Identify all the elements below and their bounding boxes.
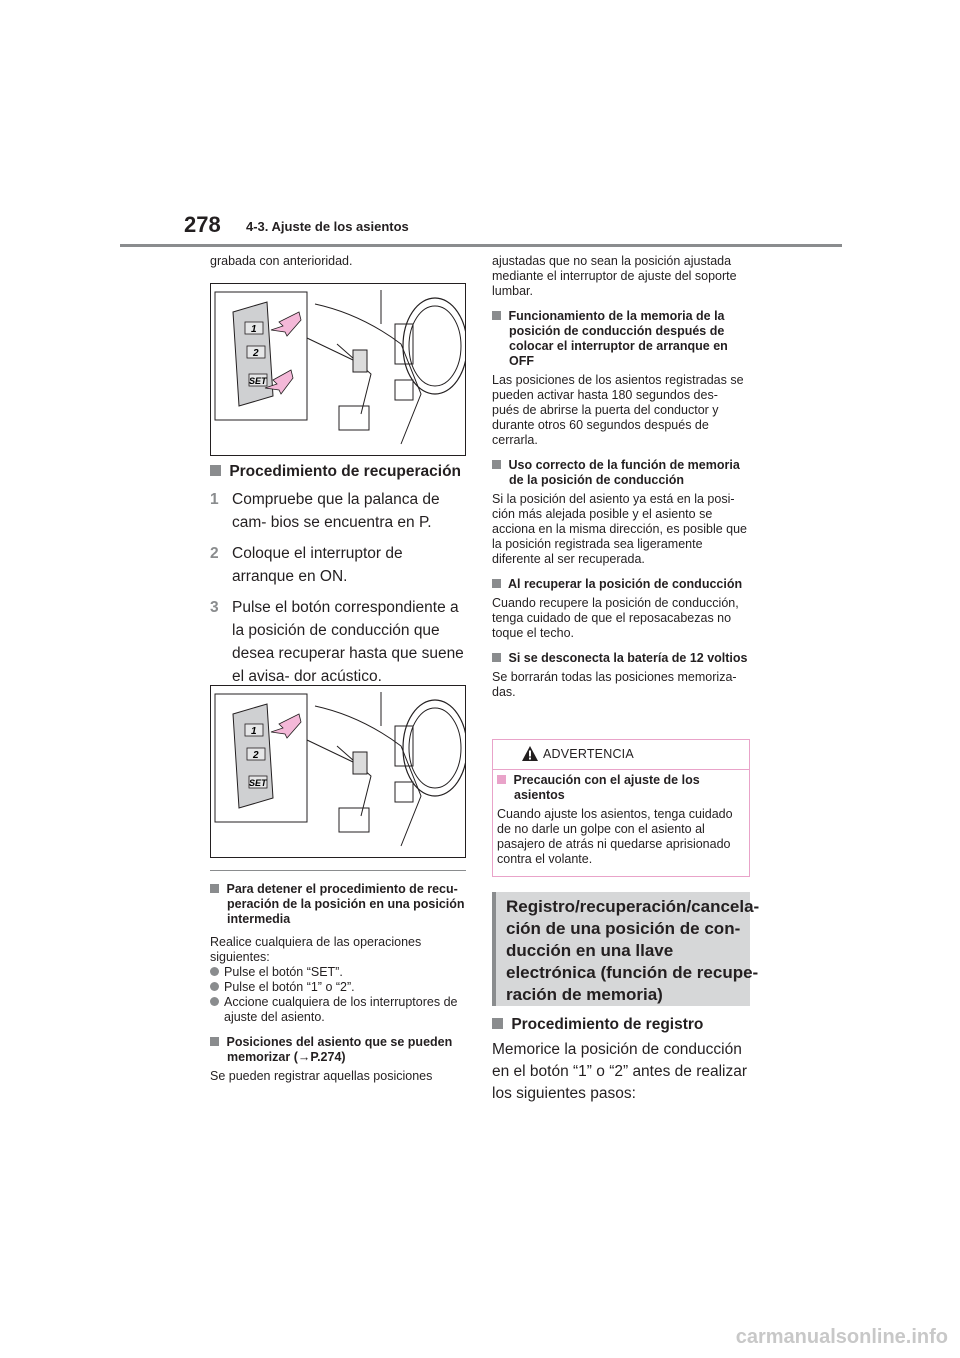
note-heading-1: Funcionamiento de la memoria de la posición de conducción después de colocar el interruptor de arranque en OFF: [492, 309, 748, 369]
note-heading-3: Al recuperar la posición de conducción: [492, 577, 748, 592]
page-number: 278: [184, 212, 221, 237]
note-heading-4: Si se desconecta la batería de 12 voltios: [492, 651, 748, 666]
stop-heading: Para detener el procedimiento de recu- peración de la posición en una posición intermedia: [210, 882, 466, 927]
warning-body: [497, 773, 745, 867]
memorize-body: Se pueden registrar aquellas posiciones: [210, 1069, 433, 1083]
left-column: [210, 254, 466, 269]
note-body-2: Si la posición del asiento ya está en la posi- ción más alejada posible y el asiento se acciona en la misma dirección, es posible que la posición registrada sea ligeramente diferente al ser recuperada.: [492, 492, 747, 566]
step-1: 1 Compruebe que la palanca de cam- bios se encuentra en P.: [210, 491, 440, 531]
figure-seat-memory-switches-1: [210, 283, 466, 456]
square-bullet-icon: [492, 1018, 503, 1029]
bullet-2: Pulse el botón “1” o “2”.: [210, 980, 466, 995]
figure-rule: [210, 870, 466, 871]
seat-memory-illustration-2: [211, 686, 465, 857]
note-body-1: Las posiciones de los asientos registradas se pueden activar hasta 180 segundos des- pués de abrirse la puerta del conductor y durante otros 60 segundos después de cerrarla.: [492, 373, 744, 447]
circle-bullet-icon: [210, 982, 219, 991]
warning-box: [492, 739, 750, 877]
circle-bullet-icon: [210, 997, 219, 1006]
square-bullet-icon: [492, 653, 501, 662]
square-bullet-icon: [492, 460, 501, 469]
bullet-1: Pulse el botón “SET”.: [210, 965, 466, 980]
note-body-4: Se borrarán todas las posiciones memoriza- das.: [492, 670, 737, 699]
recovery-section: [210, 462, 466, 688]
figure-seat-memory-switches-2: [210, 685, 466, 858]
bullet-3: Accione cualquiera de los interruptores de ajuste del asiento.: [210, 995, 466, 1025]
square-bullet-icon: [210, 465, 221, 476]
square-bullet-icon: [210, 884, 219, 893]
header-rule: [120, 244, 842, 247]
section-heading-box: [492, 892, 760, 1006]
circle-bullet-icon: [210, 967, 219, 976]
step-2: 2 Coloque el interruptor de arranque en ON.: [210, 545, 403, 585]
right-column: [492, 254, 748, 700]
set-button-label: SET: [249, 778, 267, 788]
notes-left: [210, 882, 466, 1084]
memorize-heading: Posiciones del asiento que se pueden memorizar (→P.274): [210, 1035, 466, 1065]
square-bullet-icon: [492, 311, 501, 320]
continued-body: ajustadas que no sean la posición ajustada mediante el interruptor de ajuste del soporte lumbar.: [492, 254, 737, 298]
button-2-label: 2: [253, 348, 259, 359]
watermark: carmanualsonline.info: [735, 1326, 948, 1348]
warning-triangle-icon: [521, 745, 539, 762]
register-heading: Procedimiento de registro: [492, 1015, 750, 1035]
step-3: 3 Pulse el botón correspondiente a la posición de conducción que desea recuperar hasta que suene el avisa- dor acústico.: [210, 599, 464, 685]
button-1-label: 1: [251, 726, 257, 737]
note-body-3: Cuando recupere la posición de conducción, tenga cuidado de que el reposacabezas no toque el techo.: [492, 596, 739, 640]
warning-header: [493, 740, 749, 770]
warning-title: ADVERTENCIA: [543, 747, 634, 761]
recovery-heading: Procedimiento de recuperación: [210, 462, 466, 482]
register-section: [492, 1015, 750, 1105]
intro-text: grabada con anterioridad.: [210, 254, 353, 268]
button-1-label: 1: [251, 324, 257, 335]
square-bullet-icon: [497, 775, 506, 784]
square-bullet-icon: [210, 1037, 219, 1046]
button-2-label: 2: [253, 750, 259, 761]
note-heading-2: Uso correcto de la función de memoria de la posición de conducción: [492, 458, 748, 488]
warning-text: Cuando ajuste los asientos, tenga cuidado de no darle un golpe con el asiento al pasajero de atrás ni quedarse aprisionado contra el volante.: [497, 807, 733, 866]
stop-body: Realice cualquiera de las operaciones siguientes:: [210, 935, 422, 964]
square-bullet-icon: [492, 579, 501, 588]
seat-memory-illustration-1: [211, 284, 465, 455]
set-button-label: SET: [249, 376, 267, 386]
section-heading: Registro/recuperación/cancela- ción de una posición de con- ducción en una llave electrónica (función de recupe- ración de memoria): [506, 897, 760, 1004]
section-title: 4-3. Ajuste de los asientos: [246, 219, 409, 234]
register-body: Memorice la posición de conducción en el botón “1” o “2” antes de realizar los siguientes pasos:: [492, 1041, 748, 1102]
warning-heading: Precaución con el ajuste de los asientos: [497, 773, 745, 803]
